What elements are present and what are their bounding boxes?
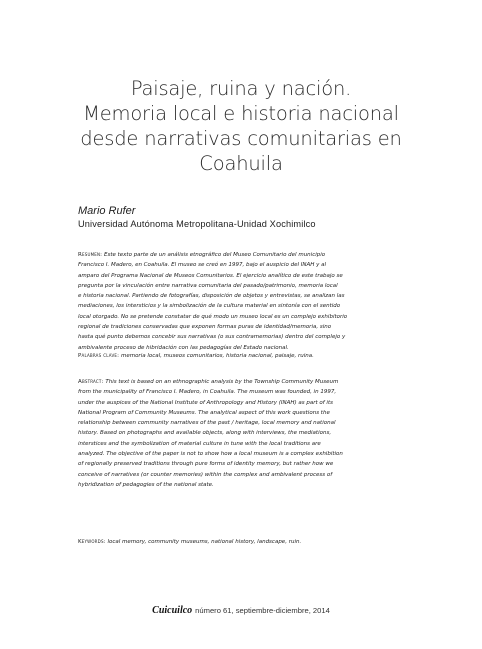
abstract-line: pregunta por la vinculación entre narrativa comunitaria del pasado/patrimonio, memoria local: [78, 282, 338, 289]
abstract-line: interstices and the symbolization of material culture in tune with the local traditions are: [78, 440, 321, 447]
author-affiliation: Universidad Autónoma Metropolitana-Unidad Xochimilco: [78, 219, 316, 229]
abstract-line: conceive of narratives (or counter memories) within the complex and ambivalent process of: [78, 471, 333, 478]
keywords-spanish: [78, 351, 404, 361]
abstract-line: National Program of Community Museums. The analytical aspect of this work questions the: [78, 409, 330, 416]
keywords-text: memoria local, museos comunitarios, historia nacional, paisaje, ruina.: [120, 353, 314, 359]
abstract-line: mediaciones, los intersticios y la simbolización de la cultura material en sintonía con el sentido: [78, 303, 341, 310]
abstract-line: Resumen: Este texto parte de un análisis etnográfico del Museo Comunitario del municipio: [78, 252, 326, 258]
abstract-line: history. Based on photographs and available objects, along with interviews, the mediations,: [78, 430, 332, 437]
author-name: Mario Rufer: [78, 205, 136, 217]
abstract-line: under the auspices of the National Institute of Anthropology and History (INAH) as part of its: [78, 399, 333, 406]
article-title: [60, 76, 422, 176]
keywords-english: [78, 537, 404, 547]
abstract-spanish: [78, 250, 404, 353]
abstract-line: amparo del Programa Nacional de Museos Comunitarios. El ejercicio analítico de este trabajo se: [78, 272, 343, 279]
abstract-line: of regionally preserved traditions through pure forms of identity memory, but rather how we: [78, 461, 334, 468]
abstract-line: from the municipality of Francisco I. Madero, in Coahuila. The museum was founded, in 1997,: [78, 389, 337, 396]
journal-logo: Cuicuilco: [152, 605, 193, 616]
abstract-line: ambivalente proceso de hibridación con las pedagogías del Estado nacional.: [78, 344, 289, 351]
keywords-label: Keywords:: [78, 539, 106, 545]
abstract-line: Abstract: This text is based on an ethnographic analysis by the Township Community Museum: [78, 379, 339, 385]
title-line: Paisaje, ruina y nación.: [130, 77, 352, 100]
abstract-line: e historia nacional. Partiendo de fotografías, disposición de objetos y entrevistas, se analizan las: [78, 293, 345, 300]
issue-info: número 61, septiembre-diciembre, 2014: [195, 606, 330, 615]
abstract-label: Abstract:: [78, 379, 104, 385]
abstract-line: analyzed. The objective of the paper is not to show how a local museum is a complex exhibition: [78, 451, 343, 458]
page-footer: [0, 605, 482, 616]
keywords-label: Palabras clave:: [78, 353, 120, 359]
keywords-text: local memory, community museums, national history, landscape, ruin.: [107, 539, 302, 545]
abstract-label: Resumen:: [78, 252, 103, 258]
abstract-line: hasta qué punto debemos concebir sus narrativas (o sus contramemorias) dentro del complejo y: [78, 334, 346, 341]
abstract-line: Francisco I. Madero, en Coahuila. El museo se creó en 1997, bajo el auspicio del INAH y al: [78, 262, 327, 269]
title-line: Coahuila: [199, 152, 283, 175]
abstract-line: hybridization of pedagogies of the national state.: [78, 481, 214, 488]
abstract-line: relationship between community narratives of the past / heritage, local memory and national: [78, 420, 336, 427]
abstract-line: local otorgado. No se pretende constatar de qué modo un museo local es un complejo exhibitorio: [78, 313, 348, 320]
title-line: desde narrativas comunitarias en: [80, 127, 402, 150]
abstract-english: [78, 377, 404, 490]
abstract-line: regional de tradiciones conservadas que exponen formas puras de identidad/memoria, sino: [78, 324, 332, 331]
title-line: Memoria local e historia nacional: [83, 102, 399, 125]
